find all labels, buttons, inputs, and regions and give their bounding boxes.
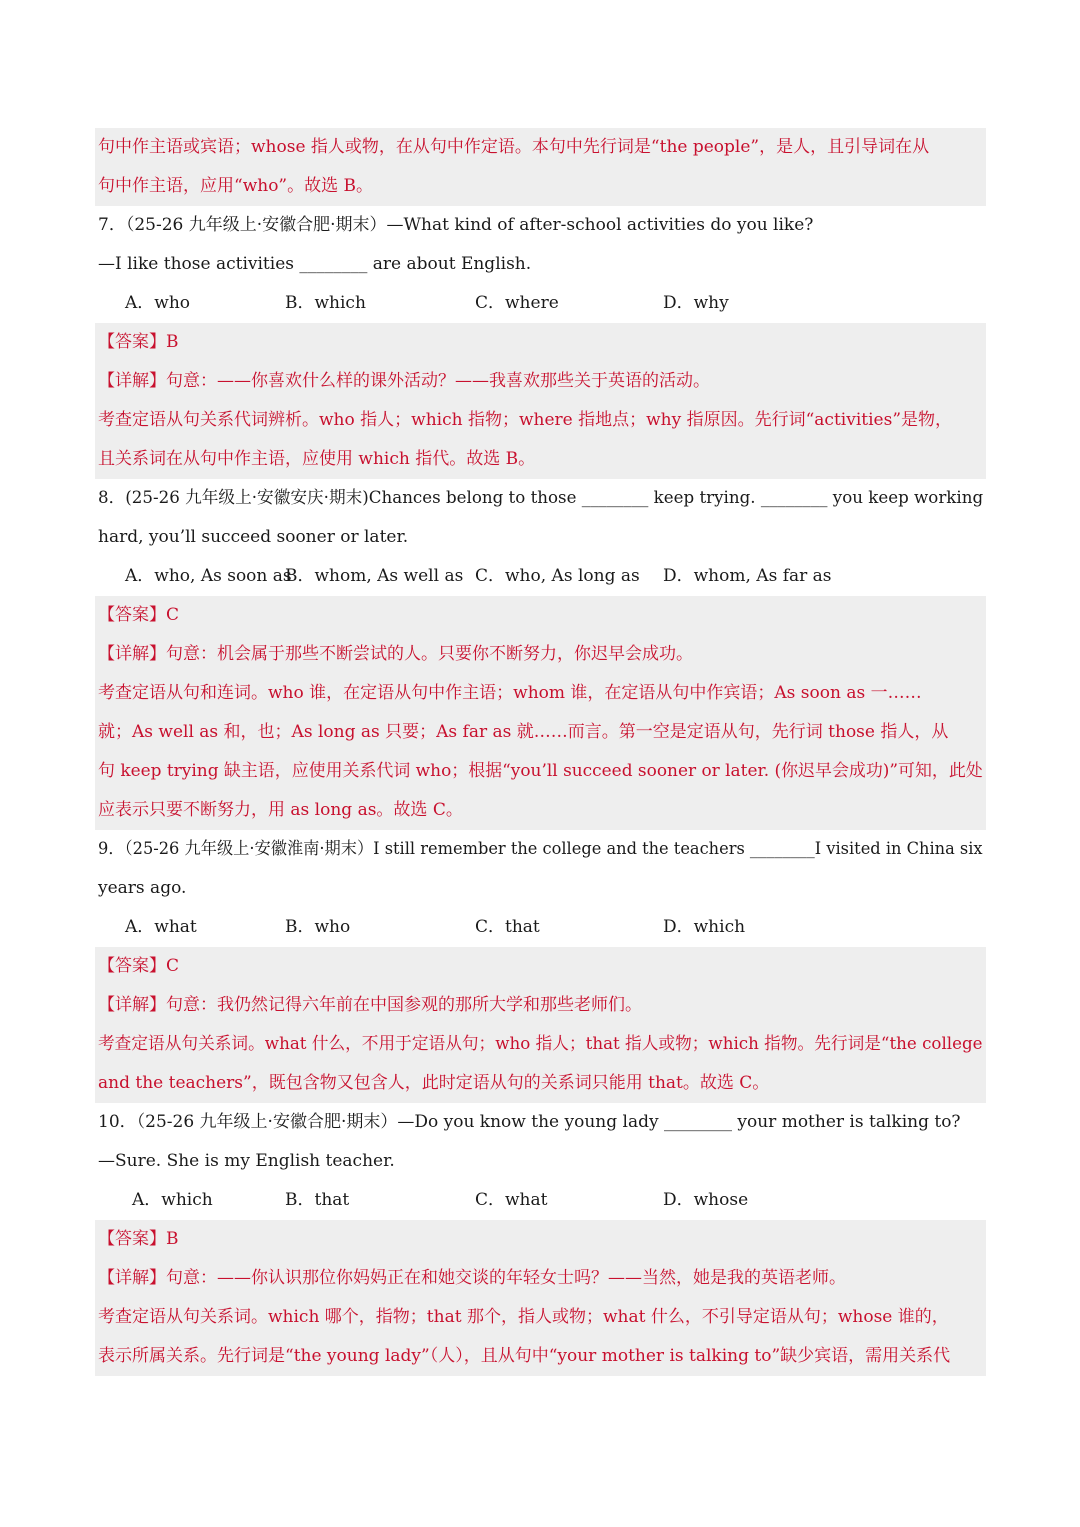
- option-d: D．why: [663, 293, 729, 313]
- option-b: B．which: [285, 293, 366, 313]
- analysis-line: 且关系词在从句中作主语，应使用 which 指代。故选 B。: [98, 449, 536, 469]
- detail-tag: 【详解】: [98, 1268, 166, 1288]
- answer-block: [95, 323, 986, 479]
- option-c: C．that: [475, 917, 540, 937]
- answer-line: [98, 596, 179, 635]
- detail-text: 句意：——你认识那位你妈妈正在和她交谈的年轻女士吗？——当然，她是我的英语老师。: [166, 1268, 846, 1288]
- analysis-line: 就；As well as 和，也；As long as 只要；As far as 就……而言。第一空是定语从句，先行词 those 指人，从: [98, 722, 949, 742]
- question-stem: 8．(25-26 九年级上·安徽安庆·期末)Chances belong to those ________ keep trying. ________ you keep working: [98, 488, 984, 508]
- detail-tag: 【详解】: [98, 371, 166, 391]
- answer-tag: 【答案】: [98, 1229, 166, 1249]
- analysis-line: 考查定语从句和连词。who 谁，在定语从句中作主语；whom 谁，在定语从句中作宾语；As soon as 一……: [98, 683, 922, 703]
- answer-block: [95, 1220, 986, 1376]
- question-stem: 10．（25-26 九年级上·安徽合肥·期末）—Do you know the young lady ________ your mother is talking to?: [98, 1112, 961, 1132]
- analysis-line: 句 keep trying 缺主语，应使用关系代词 who；根据“you’ll succeed sooner or later. (你迟早会成功)”可知，此处: [98, 761, 983, 781]
- question-stem: years ago.: [98, 878, 187, 898]
- answer-line: [98, 947, 179, 986]
- analysis-line: and the teachers”，既包含物又包含人，此时定语从句的关系词只能用 that。故选 C。: [98, 1073, 770, 1093]
- question-10: [95, 1103, 986, 1220]
- explanation-line: 句中作主语，应用“who”。故选 B。: [98, 176, 374, 196]
- option-c: C．who, As long as: [475, 566, 640, 586]
- detail-tag: 【详解】: [98, 995, 166, 1015]
- answer-value: C: [166, 956, 180, 976]
- option-c: C．where: [475, 293, 559, 313]
- analysis-line: 表示所属关系。先行词是“the young lady”（人），且从句中“your mother is talking to”缺少宾语，需用关系代: [98, 1346, 951, 1366]
- answer-value: B: [166, 1229, 179, 1249]
- option-d: D．whose: [663, 1190, 749, 1210]
- answer-block: [95, 947, 986, 1103]
- analysis-line: 考查定语从句关系词。what 什么，不用于定语从句；who 指人；that 指人或物；which 指物。先行词是“the college: [98, 1034, 983, 1054]
- question-8: [95, 479, 986, 596]
- analysis-line: 考查定语从句关系词。which 哪个，指物；that 那个，指人或物；what 什么，不引导定语从句；whose 谁的，: [98, 1307, 949, 1327]
- answer-tag: 【答案】: [98, 956, 166, 976]
- option-c: C．what: [475, 1190, 548, 1210]
- option-a: A．which: [132, 1190, 213, 1210]
- answer-line: [98, 1220, 179, 1259]
- question-stem: 7．（25-26 九年级上·安徽合肥·期末）—What kind of after-school activities do you like?: [98, 215, 814, 235]
- detail-tag: 【详解】: [98, 644, 166, 664]
- option-d: D．which: [663, 917, 746, 937]
- question-stem: —I like those activities ________ are about English.: [98, 254, 532, 274]
- answer-value: B: [166, 332, 179, 352]
- explanation-line: 句中作主语或宾语；whose 指人或物，在从句中作定语。本句中先行词是“the people”，是人，且引导词在从: [98, 137, 930, 157]
- option-a: A．who: [125, 293, 191, 313]
- option-a: A．who, As soon as: [125, 566, 292, 586]
- detail-line: [98, 1259, 846, 1298]
- answer-line: [98, 323, 179, 362]
- question-stem: —Sure. She is my English teacher.: [98, 1151, 395, 1171]
- detail-text: 句意：——你喜欢什么样的课外活动？——我喜欢那些关于英语的活动。: [166, 371, 710, 391]
- option-b: B．who: [285, 917, 351, 937]
- detail-line: [98, 362, 710, 401]
- option-b: B．that: [285, 1190, 350, 1210]
- answer-block: [95, 596, 986, 830]
- question-stem: hard, you’ll succeed sooner or later.: [98, 527, 409, 547]
- option-b: B．whom, As well as: [285, 566, 464, 586]
- analysis-line: 应表示只要不断努力，用 as long as。故选 C。: [98, 800, 463, 820]
- question-7: [95, 206, 986, 323]
- detail-line: [98, 635, 693, 674]
- option-d: D．whom, As far as: [663, 566, 832, 586]
- detail-line: [98, 986, 642, 1025]
- answer-tag: 【答案】: [98, 332, 166, 352]
- explanation-block: [95, 128, 986, 206]
- analysis-line: 考查定语从句关系代词辨析。who 指人；which 指物；where 指地点；why 指原因。先行词“activities”是物，: [98, 410, 953, 430]
- question-9: [95, 830, 986, 947]
- answer-tag: 【答案】: [98, 605, 166, 625]
- detail-text: 句意：机会属于那些不断尝试的人。只要你不断努力，你迟早会成功。: [166, 644, 693, 664]
- option-a: A．what: [125, 917, 197, 937]
- answer-value: C: [166, 605, 180, 625]
- question-stem: 9．（25-26 九年级上·安徽淮南·期末）I still remember the college and the teachers ________I visited in China six: [98, 839, 983, 859]
- detail-text: 句意：我仍然记得六年前在中国参观的那所大学和那些老师们。: [166, 995, 642, 1015]
